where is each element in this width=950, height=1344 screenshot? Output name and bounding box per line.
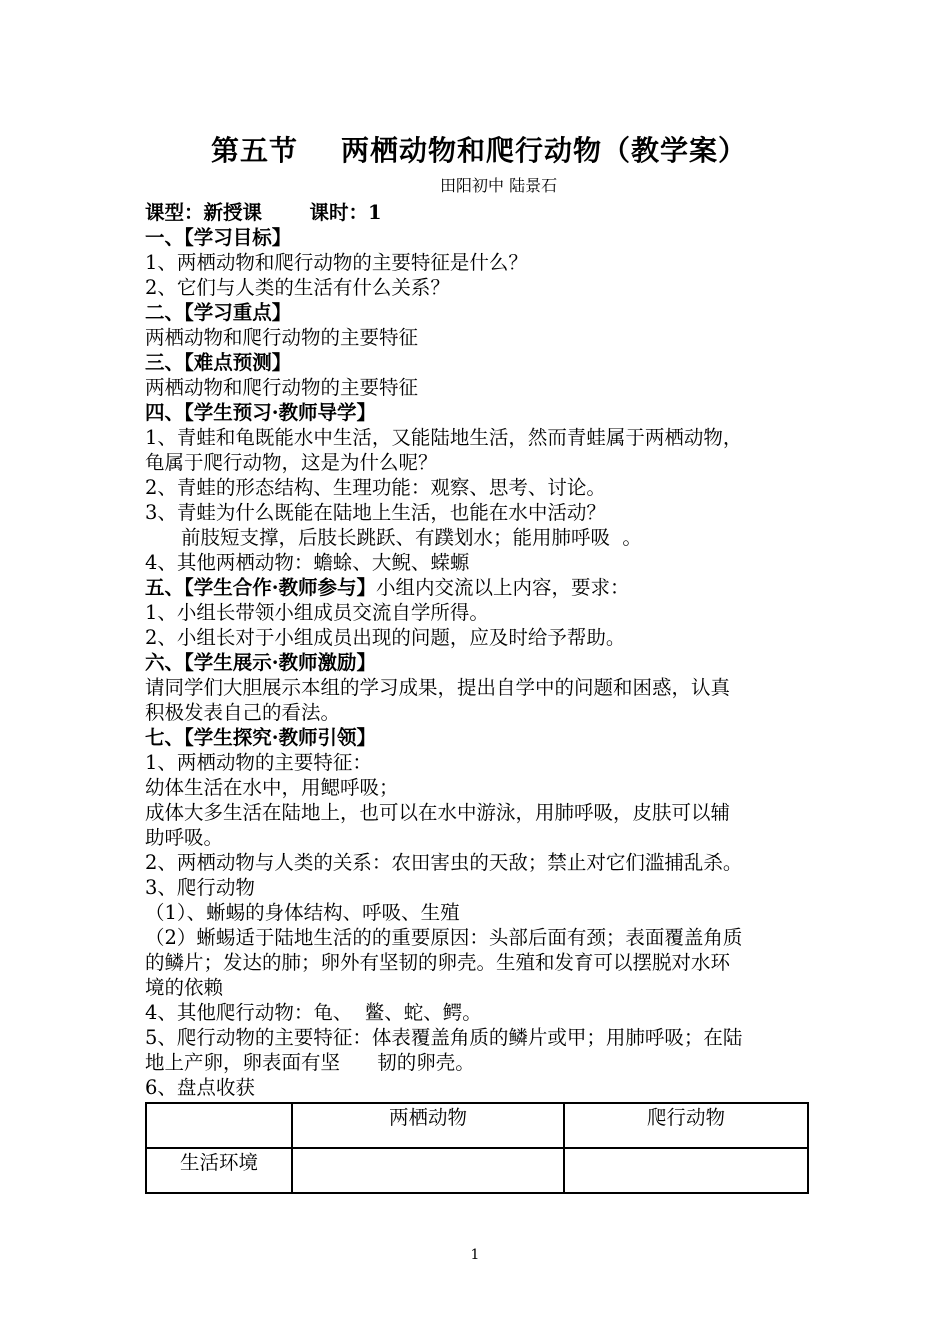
paragraph-line: 1、小组长带领小组成员交流自学所得。: [145, 601, 489, 624]
paragraph-line: 3、爬行动物: [145, 876, 255, 899]
author-line: 田阳初中 陆景石: [440, 176, 558, 195]
paragraph-line: 两栖动物和爬行动物的主要特征: [145, 376, 419, 399]
paragraph-line: （1）、蜥蜴的身体结构、呼吸、生殖: [145, 901, 460, 924]
paragraph-line: 2、青蛙的形态结构、生理功能：观察、思考、讨论。: [145, 476, 606, 499]
section-heading-3: 三、【难点预测】: [145, 351, 292, 374]
paragraph-line: 2、两栖动物与人类的关系：农田害虫的天敌；禁止对它们滥捕乱杀。: [145, 851, 743, 874]
document-body: [145, 126, 805, 1194]
section-5-line: [145, 575, 805, 600]
paragraph-line: 成体大多生活在陆地上，也可以在水中游泳，用肺呼吸，皮肤可以辅: [145, 801, 731, 824]
section-heading-5: 五、【学生合作·教师参与】: [145, 576, 377, 599]
page-title: 第五节 两栖动物和爬行动物（教学案）: [211, 134, 747, 167]
paragraph-line: 2、它们与人类的生活有什么关系？: [145, 276, 450, 299]
paragraph-line: 5、爬行动物的主要特征：体表覆盖角质的鳞片或甲；用肺呼吸；在陆: [145, 1026, 743, 1049]
paragraph-line: 地上产卵，卵表面有坚 韧的卵壳。: [145, 1051, 475, 1074]
paragraph-line: 龟属于爬行动物，这是为什么呢？: [145, 451, 438, 474]
section-heading-1: 一、【学习目标】: [145, 226, 292, 249]
paragraph-line: 6、盘点收获: [145, 1076, 255, 1099]
paragraph-line: 境的依赖: [145, 976, 224, 999]
page-number: 1: [470, 1247, 480, 1263]
section-heading-2: 二、【学习重点】: [145, 301, 292, 324]
paragraph-line: 1、两栖动物的主要特征：: [145, 751, 372, 774]
course-meta: 课型：新授课 课时：1: [145, 201, 382, 224]
table-cell: [564, 1148, 808, 1193]
section-heading-4: 四、【学生预习·教师导学】: [145, 401, 377, 424]
paragraph-line: 1、两栖动物和爬行动物的主要特征是什么？: [145, 251, 528, 274]
paragraph-line: （2）蜥蜴适于陆地生活的的重要原因：头部后面有颈；表面覆盖角质: [145, 926, 743, 949]
table-cell: [292, 1148, 564, 1193]
paragraph-line: 前肢短支撑，后肢长跳跃、有蹼划水；能用肺呼吸 。: [181, 526, 642, 549]
paragraph-line: 两栖动物和爬行动物的主要特征: [145, 326, 419, 349]
paragraph-line: 的鳞片；发达的肺；卵外有坚韧的卵壳。生殖和发育可以摆脱对水环: [145, 951, 731, 974]
paragraph-line: 2、小组长对于小组成员出现的问题，应及时给予帮助。: [145, 626, 626, 649]
section-heading-6: 六、【学生展示·教师激励】: [145, 651, 377, 674]
table-header-cell: 爬行动物: [564, 1103, 808, 1148]
paragraph-line: 4、其他两栖动物：蟾蜍、大鲵、蝾螈: [145, 551, 470, 574]
section-heading-5-rest: 小组内交流以上内容，要求：: [376, 576, 630, 599]
summary-table: [145, 1102, 809, 1194]
table-cell: 生活环境: [146, 1148, 292, 1193]
table-header-cell: [146, 1103, 292, 1148]
paragraph-line: 4、其他爬行动物：龟、 鳖、蛇、鳄。: [145, 1001, 482, 1024]
table-row: [146, 1148, 808, 1193]
paragraph-line: 请同学们大胆展示本组的学习成果，提出自学中的问题和困惑，认真: [145, 676, 731, 699]
paragraph-line: 幼体生活在水中，用鳃呼吸；: [145, 776, 399, 799]
table-header-row: [146, 1103, 808, 1148]
section-heading-7: 七、【学生探究·教师引领】: [145, 726, 377, 749]
paragraph-line: 积极发表自己的看法。: [145, 701, 341, 724]
paragraph-line: 助呼吸。: [145, 826, 224, 849]
paragraph-line: 1、青蛙和龟既能水中生活，又能陆地生活，然而青蛙属于两栖动物，: [145, 426, 743, 449]
table-header-cell: 两栖动物: [292, 1103, 564, 1148]
paragraph-line: 3、青蛙为什么既能在陆地上生活，也能在水中活动？: [145, 501, 606, 524]
